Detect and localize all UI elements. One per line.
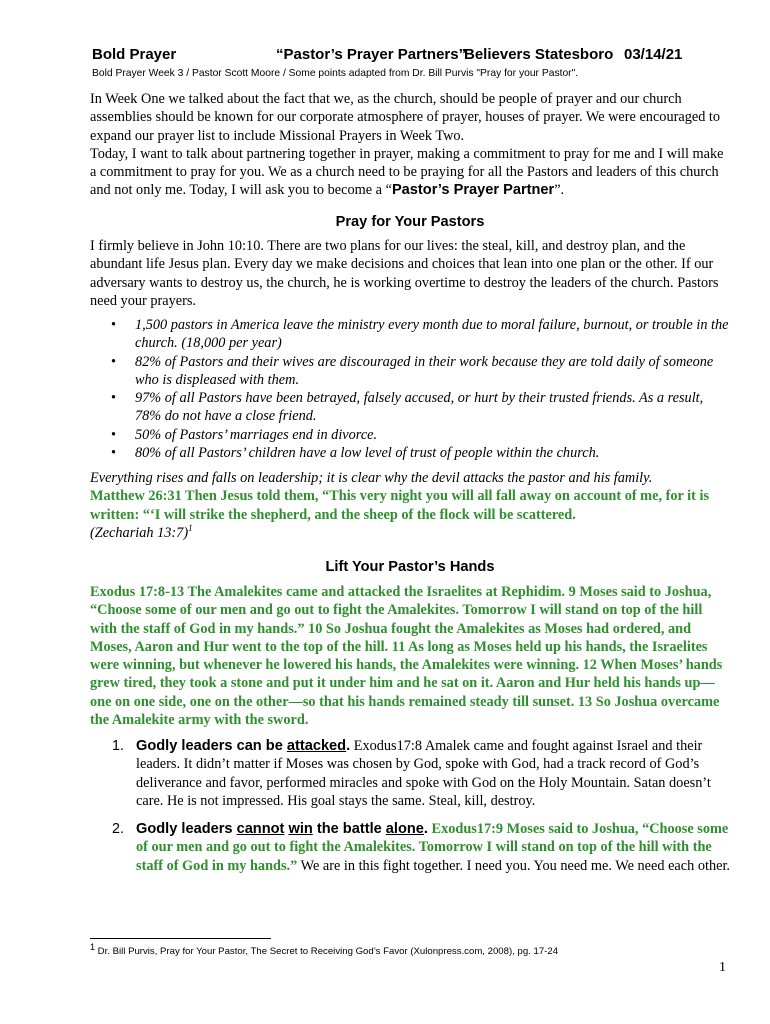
- zechariah-reference: [90, 524, 730, 542]
- intro-paragraph-2-end: ”.: [554, 182, 565, 199]
- list-item: • 97% of all Pastors have been betrayed, falsely accused, or hurt by their trusted friends. As a result, 78% do not have a close friend.: [135, 389, 730, 426]
- header-date: 03/14/21: [624, 46, 683, 63]
- point-lead-end: .: [346, 738, 351, 754]
- point-lead-underlined: win: [288, 821, 313, 837]
- intro-paragraph-2-text: Today, I want to talk about partnering together in prayer, making a commitment to pray for me and I will make a commitment to pray for you. We as a church need to be praying for all the Pastors and leaders of this church and not only me. Today, I will ask you to become a “: [90, 145, 724, 199]
- point-number: 1.: [112, 738, 124, 754]
- header-subtitle: Bold Prayer Week 3 / Pastor Scott Moore / Some points adapted from Dr. Bill Purvis "Pray for your Pastor".: [92, 68, 579, 79]
- section-heading-pray-for-pastors: Pray for Your Pastors: [335, 214, 485, 230]
- matthew-scripture: Matthew 26:31 Then Jesus told them, “This very night you will all fall away on account of me, for it is written: “‘I will strike the shepherd, and the sheep of the flock will be scattered.: [90, 488, 710, 523]
- intro-paragraph-2: [90, 145, 730, 200]
- point-lead-end: .: [423, 821, 428, 837]
- header-church-name: Believers Statesboro: [464, 46, 614, 63]
- point-lead-underlined: cannot: [236, 821, 285, 837]
- intro-paragraph-1: In Week One we talked about the fact that we, as the church, should be people of prayer and our church assemblies should be known for our corporate atmosphere of prayer, houses of prayer. We were encouraged to expand our prayer list to include Missional Prayers in Week Two.: [90, 91, 721, 144]
- header-series-title: Bold Prayer: [92, 46, 177, 63]
- page-header: [92, 46, 732, 64]
- section1-closing: [90, 469, 730, 542]
- section1-paragraph: I firmly believe in John 10:10. There are two plans for our lives: the steal, kill, and destroy plan, and the abundant life Jesus plan. Every day we make decisions and choices that lean into one plan or the other. If our adversary wants to destroy us, the church, he is working overtime to destroy the leaders of the church. Pastors need your prayers.: [90, 238, 719, 309]
- footnote-marker: 1: [188, 523, 193, 534]
- point-text: [136, 737, 730, 810]
- leadership-statement: Everything rises and falls on leadership; it is clear why the devil attacks the pastor and his family.: [90, 470, 653, 486]
- point-scripture: Exodus17:9 Moses said to Joshua, “Choose some of our men and go out to fight the Amalekites. Tomorrow I will stand on top of the hill with the staff of God in my hands.”: [136, 821, 729, 874]
- exodus-scripture: Exodus 17:8-13 The Amalekites came and attacked the Israelites at Rephidim. 9 Moses said to Joshua, “Choose some of our men and go out to fight the Amalekites. Tomorrow I will stand on top of the hill with the staff of God in my hands.” 10 So Joshua fought the Amalekites as Moses had ordered, and Moses, Aaron and Hur went to the top of the hill. 11 As long as Moses held up his hands, the Israelites were winning, but whenever he lowered his hands, the Amalekites were winning. 12 When Moses’ hands grew tired, they took a stone and put it under him and he sat on it. Aaron and Hur held his hands up—one on one side, one on the other—so that his hands remained steady till sunset. 13 So Joshua overcame the Amalekite army with the sword.: [90, 584, 723, 729]
- point-lead-underlined: attacked: [286, 738, 347, 754]
- footnote-text: Dr. Bill Purvis, Pray for Your Pastor, The Secret to Receiving God’s Favor (Xulonpress.com, 2008), pg. 17-24: [95, 946, 559, 957]
- point-lead-text: Godly leaders: [136, 821, 237, 837]
- list-item: • 1,500 pastors in America leave the ministry every month due to moral failure, burnout, or trouble in the church. (18,000 per year): [135, 316, 730, 353]
- point-lead-underlined: alone: [385, 821, 424, 837]
- point-lead-text: the battle: [312, 821, 386, 837]
- list-item: • 82% of Pastors and their wives are discouraged in their work because they are told daily of someone who is displeased with them.: [135, 353, 730, 390]
- point-lead: [136, 821, 428, 837]
- list-item: • 80% of all Pastors’ children have a low level of trust of people within the church.: [135, 444, 730, 462]
- point-body: Exodus17:8 Amalek came and fought against Israel and their leaders. It didn’t matter if Moses was chosen by God, spoke with God, had a track record of God’s deliverance and favor, performed miracles and spoke with God on the Holy Mountain. Satan doesn’t care. He is not impressed. His goal stays the same. Steal, kill, destroy.: [136, 738, 711, 809]
- pastor-statistics-list: [90, 316, 730, 462]
- point-lead: [136, 738, 350, 754]
- footnote-divider: [90, 938, 271, 939]
- point-text: [136, 820, 730, 875]
- section-heading-lift-hands: Lift Your Pastor’s Hands: [325, 559, 495, 575]
- point-body: We are in this fight together. I need you. You need me. We need each other.: [297, 857, 730, 874]
- pastors-prayer-partner-emphasis: Pastor’s Prayer Partner: [391, 182, 555, 199]
- numbered-point-2: [90, 820, 730, 875]
- page-number: 1: [719, 960, 726, 975]
- footnote: [90, 941, 559, 957]
- zechariah-reference-text: (Zechariah 13:7): [90, 524, 189, 541]
- list-item: • 50% of Pastors’ marriages end in divorce.: [135, 426, 730, 444]
- header-sermon-title: “Pastor’s Prayer Partners”: [276, 46, 467, 63]
- numbered-point-1: [90, 737, 730, 810]
- footnote-number: 1: [90, 941, 96, 952]
- point-number: 2.: [112, 821, 124, 837]
- intro-text: [90, 90, 730, 200]
- point-lead-text: Godly leaders can be: [136, 738, 287, 754]
